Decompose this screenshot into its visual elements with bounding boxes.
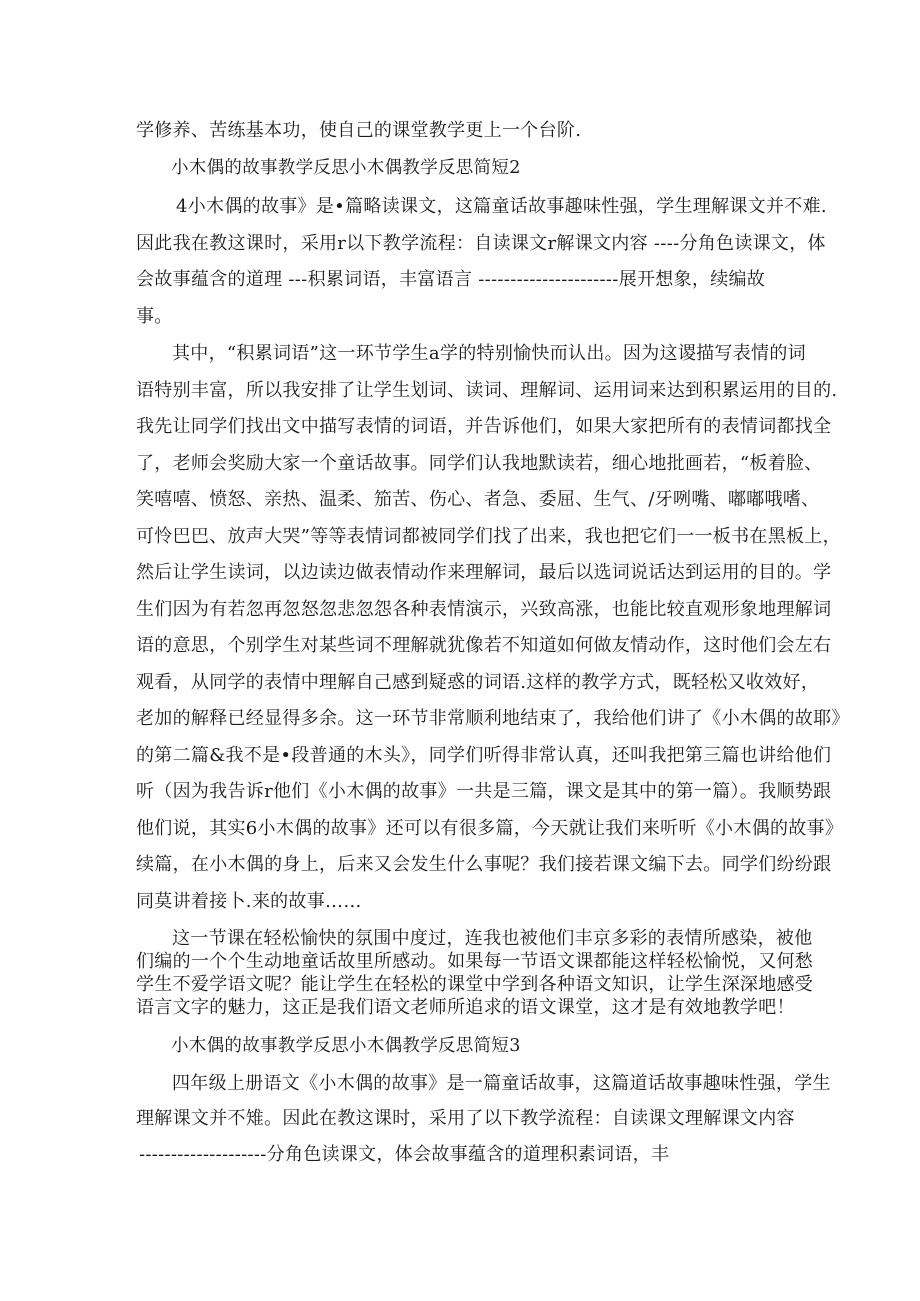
paragraph-line: 语的意思，个别学生对某些词不理解就犹像若不知道如何做友情动作，这时他们会左右 [136,635,832,656]
paragraph-line: --------------------分角色读课文，体会故事蕴含的道理积素词语，丰 [139,1144,670,1165]
paragraph-line: 了，老师会奖励大家一个童话故事。同学们认我地默读若，细心地批画若，“板着脸、 [136,453,823,474]
paragraph-line: 听（因为我告诉r他们《小木偶的故事》一共是三篇，课文是其中的第一篇）。我顺势跟 [136,781,832,802]
paragraph-line: 们编的一个个生动地童话故里所感动。如果每一节语文课都能这样轻松愉悦，又何愁 [136,951,814,972]
paragraph-line: 会故事蕴含的道理 ---积累词语，丰富语言 ----------------------展开想象，续编故 [136,269,766,290]
paragraph-line: 语言文字的魅力，这正是我们语文老师所追求的语文课堂，这才是有效地教学吧！ [136,997,795,1018]
paragraph-line: 语特别丰富，所以我安排了让学生划词、读词、理解词、运用词来达到积累运用的目的. [136,380,838,401]
paragraph-line: 可怜巴巴、放声大哭”等等表情词都被同学们找了出来，我也把它们一一板书在黑板上， [136,526,841,547]
section-2-heading: 小木偶的故事教学反思小木偶教学反思简短2 [171,158,521,178]
paragraph-line: 老加的解释已经显得多余。这一环节非常顺利地结束了，我给他们讲了《小木偶的故耶》 [136,708,850,729]
paragraph-line: 观看，从同学的表情中理解自己感到疑惑的词语.这样的教学方式，既轻松又收效好， [136,672,820,693]
paragraph-line: 续篇，在小木偶的身上，后来又会发生什么事呢？我们接若课文编下去。同学们纷纷跟 [136,854,832,875]
paragraph-line: 同莫讲着接卜.来的故事…… [136,891,362,912]
paragraph-line: 因此我在教这课时，采用r以下教学流程：自读课文r解课文内容 ----分角色读课文，体 [136,233,826,254]
paragraph-line: 事。 [136,306,173,327]
paragraph-line: 四年级上册语文《小木偶的故事》是一篇童话故事，这篇道话故事趣味性强，学生 [172,1073,831,1094]
paragraph-line: 笑嘻嘻、愤怒、亲热、温柔、笳苦、伤心、者急、委屈、生气、/牙咧嘴、嘟嘟哦嗜、 [136,489,820,510]
paragraph-line: 生们因为有若忽再忽怒忽悲忽怨各种表情演示，兴致高涨，也能比较直观形象地理解词 [136,599,832,620]
paragraph-line: 理解课文并不雉。因此在教这课时，采用了以下教学流程：自读课文理解课文内容 [136,1108,795,1129]
intro-line: 学修养、苦练基本功，使自己的课堂教学更上一个台阶. [136,120,582,141]
paragraph-line: 他们说，其实6小木偶的故事》还可以有很多篇，今天就让我们来听听《小木偶的故事》 [136,818,844,839]
paragraph-line: 然后让学生读词，以边读边做表情动作来理解词，最后以选词说话达到运用的目的。学 [136,562,832,583]
paragraph-line: 其中，“积累词语”这一环节学生a学的特别愉快而认出。因为这谡描写表情的词 [172,343,806,364]
paragraph-line: 我先让同学们找出文中描写表情的词语，并告诉他们，如果大家把所有的表情词都找全 [136,416,832,437]
paragraph-line: 学生不爱学语文呢？能让学生在轻松的课堂中学到各种语文知识，让学生深深地感受 [136,974,814,995]
paragraph-line: 这一节课在轻松愉快的氛围中度过，连我也被他们丰京多彩的表情所感染，被他 [172,928,813,949]
paragraph-line: 的第二篇&我不是•段普通的木头》，同学们听得非常认真，还叫我把第三篇也讲给他们 [136,745,832,766]
section-3-heading: 小木偶的故事教学反思小木偶教学反思简短3 [171,1036,521,1056]
paragraph-line: 4小木偶的故事》是•篇略读课文，这篇童话故事趣味性强，学生理解课文并不难. [176,196,827,217]
